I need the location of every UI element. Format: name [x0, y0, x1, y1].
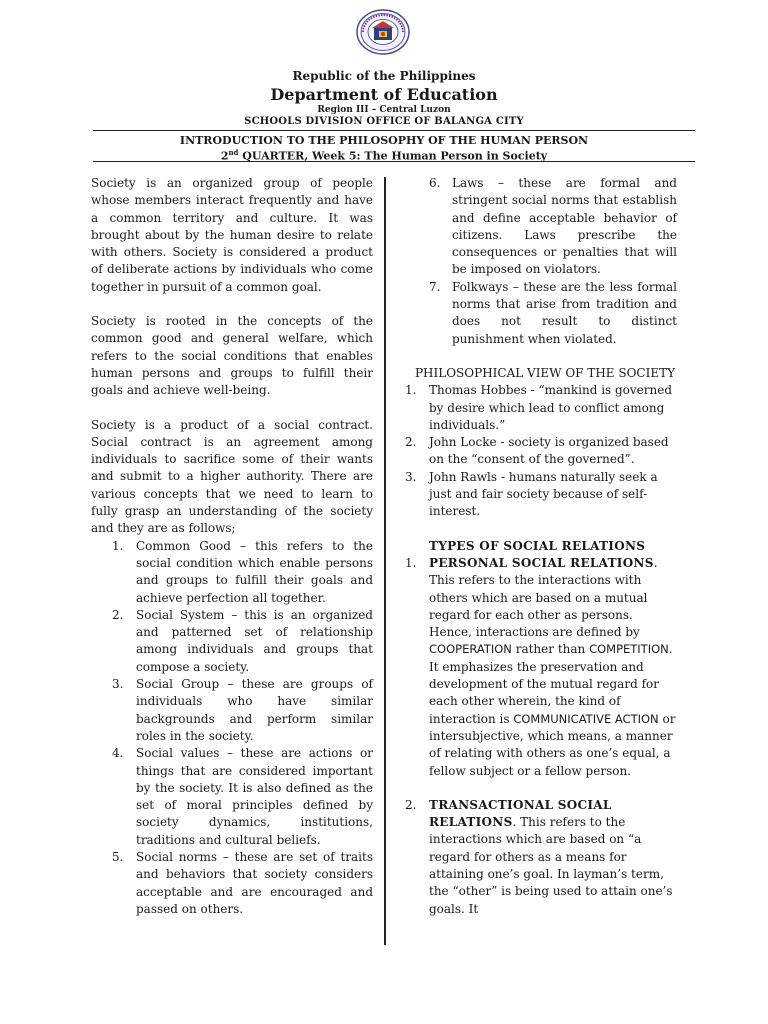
- paragraph-common-good: Society is rooted in the concepts of the common good and general welfare, which refers to the social conditions that enables human persons and groups to fulfill their goals and achieve well-being.: [91, 314, 373, 398]
- list-item-personal-relations: 1. PERSONAL SOCIAL RELATIONS. This refers to the interactions with others which are based on a mutual regard for each other as persons. Hence, interactions are defined by COOPERATION rather than COMPETITION. It emphasizes the preservation and development of the mutual regard for each other wherein, the kind of interaction is COMMUNICATIVE ACTION or intersubjective, which means, a manner of relating with others as one’s equal, a fellow subject or a fellow person.: [405, 555, 676, 778]
- quarter-title: 2nd QUARTER, Week 5: The Human Person in Society: [220, 148, 548, 163]
- philosophical-view-heading: PHILOSOPHICAL VIEW OF THE SOCIETY: [414, 365, 676, 380]
- list-item: 2. Social System – this is an organized and patterned set of relationship among individuals and groups that compose a society.: [112, 607, 373, 674]
- list-spacer: [405, 780, 677, 797]
- department-heading: Department of Education: [270, 85, 498, 104]
- deped-seal-logo: [355, 8, 411, 56]
- list-item: 1. Thomas Hobbes - “mankind is governed by desire which lead to conflict among individuals.”: [405, 383, 673, 432]
- header-rule-bottom: [93, 161, 695, 162]
- list-item: 3. John Rawls - humans naturally seek a just and fair society because of self-interest.: [405, 469, 658, 519]
- list-item: 3. Social Group – these are groups of individuals who have similar backgrounds and perform similar roles in the society.: [112, 677, 373, 743]
- column-divider: [384, 177, 386, 945]
- list-item: 7. Folkways – these are the less formal norms that arise from tradition and does not result to distinct punishment when violated.: [429, 279, 677, 346]
- paragraph-social-contract: Society is a product of a social contract. Social contract is an agreement among individuals to sacrifice some of their wants and submit to a higher authority. There are various concepts that we need to learn to fully grasp an understanding of the society and they are as follows;: [91, 417, 373, 536]
- subject-title: INTRODUCTION TO THE PHILOSOPHY OF THE HUMAN PERSON: [179, 134, 589, 147]
- philosophers-list: [405, 382, 677, 520]
- paragraph-society-definition: Society is an organized group of people whose members interact frequently and have a common territory and culture. It was brought about by the human desire to relate with others. Society is considered a product of deliberate actions by individuals who come together in pursuit of a common goal.: [91, 176, 373, 294]
- list-item: 1. Common Good – this refers to the social condition which enable persons and groups to fulfill their goals and achieve perfection all together.: [112, 538, 373, 605]
- division-heading: SCHOOLS DIVISION OFFICE OF BALANGA CITY: [244, 116, 524, 127]
- list-item-transactional-relations: 2. TRANSACTIONAL SOCIAL RELATIONS. This refers to the interactions which are based on “a regard for others as a means for attaining one’s goal. In layman’s term, the “other” is being used to attain one’s goals. It: [405, 797, 673, 916]
- social-relations-list: [405, 555, 677, 918]
- concepts-list: [91, 538, 373, 919]
- right-column: [405, 175, 677, 918]
- header-rule-top: [93, 130, 695, 131]
- left-column: [91, 175, 373, 918]
- republic-heading: Republic of the Philippines: [292, 69, 476, 83]
- concepts-list-continued: [405, 175, 677, 348]
- list-item: 6. Laws – these are formal and stringent social norms that establish and define acceptable behavior of citizens. Laws prescribe the consequences or penalties that will be imposed on violators.: [429, 176, 677, 277]
- list-item: 4. Social values – these are actions or things that are considered important by the society. It is also defined as the set of moral principles defined by society dynamics, institutions, traditions and cultural beliefs.: [112, 746, 373, 847]
- list-item: 2. John Locke - society is organized based on the “consent of the governed”.: [405, 435, 669, 467]
- list-item: 5. Social norms – these are set of traits and behaviors that society considers acceptable and are encouraged and passed on others.: [112, 849, 373, 916]
- region-heading: Region III – Central Luzon: [317, 105, 451, 115]
- social-relations-heading: TYPES OF SOCIAL RELATIONS: [429, 538, 646, 553]
